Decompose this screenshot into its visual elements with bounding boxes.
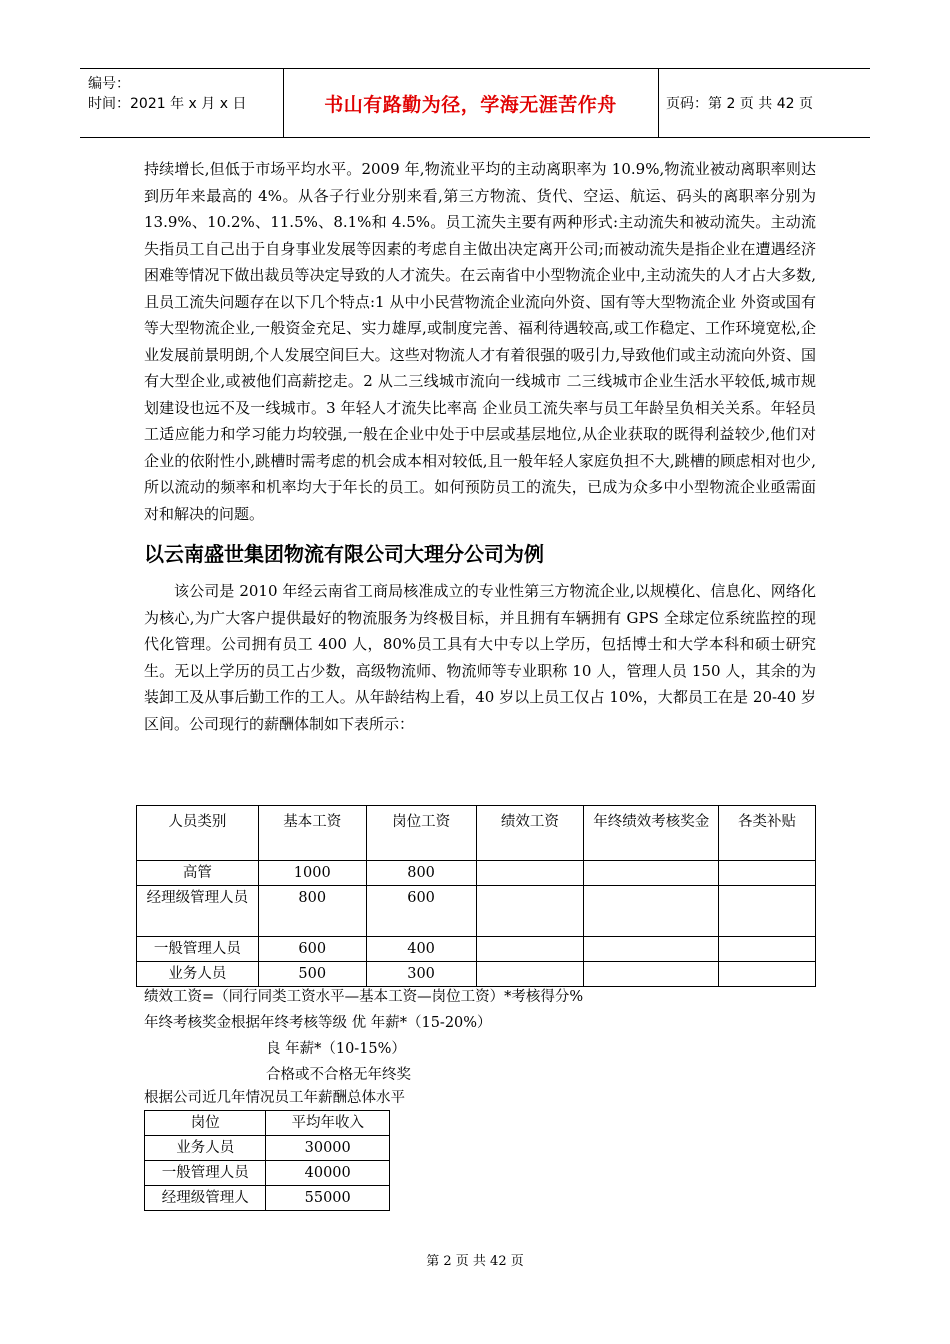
table-cell: 一般管理人员 <box>137 937 259 962</box>
table-cell: 30000 <box>266 1136 390 1161</box>
table-cell: 600 <box>366 886 476 937</box>
income-intro: 根据公司近几年情况员工年薪酬总体水平 <box>144 1090 405 1106</box>
paragraph-2: 该公司是 2010 年经云南省工商局核准成立的专业性第三方物流企业,以规模化、信息化、网络化为核心,为广大客户提供最好的物流服务为终极目标，并且拥有车辆拥有 GPS 全球定位系统监控的现代化管理。公司拥有员工 400 人，80%员工具有大中专以上学历，包括博士和大学本科和硕士研究生。无以上学历的员工占少数，高级物流师、物流师等专业职称 10 人，管理人员 150 人，其余的为装卸工及从事后勤工作的工人。从年龄结构上看，40 岁以上员工仅占 10%，大都员工在是 20-40 岁区间。公司现行的薪酬体制如下表所示： <box>144 582 816 733</box>
page-footer: 第 2 页 共 42 页 <box>426 1254 524 1269</box>
table-row <box>145 1186 390 1211</box>
table-cell: 600 <box>258 937 366 962</box>
performance-formula: 绩效工资=（同行同类工资水平—基本工资—岗位工资）*考核得分% <box>144 989 584 1005</box>
col-header: 人员类别 <box>137 806 259 861</box>
table-cell <box>476 886 584 937</box>
col-header: 岗位工资 <box>366 806 476 861</box>
table-row <box>137 886 816 937</box>
table-row <box>145 1136 390 1161</box>
table-cell <box>476 962 584 987</box>
motto: 书山有路勤为径，学海无涯苦作舟 <box>324 93 617 116</box>
table-row <box>137 937 816 962</box>
table-cell <box>584 937 719 962</box>
table-cell <box>719 962 816 987</box>
table-cell <box>476 861 584 886</box>
table-cell: 500 <box>258 962 366 987</box>
table-cell <box>584 886 719 937</box>
table-cell <box>476 937 584 962</box>
salary-table-header <box>137 806 816 861</box>
table-cell: 800 <box>366 861 476 886</box>
header-meta <box>80 69 284 137</box>
table-cell: 业务人员 <box>145 1136 266 1161</box>
paragraph-1: 持续增长,但低于市场平均水平。2009 年,物流业平均的主动离职率为 10.9%,物流业被动离职率则达到历年来最高的 4%。从各子行业分别来看,第三方物流、货代、空运、航运、码头的离职率分别为 13.9%、10.2%、11.5%、8.1%和 4.5%。员工流失主要有两种形式:主动流失和被动流失。主动流失指员工自己出于自身事业发展等因素的考虑自主做出决定离开公司;而被动流失是指企业在遭遇经济困难等情况下做出裁员等决定导致的人才流失。在云南省中小型物流企业中,主动流失的人才占大多数,且员工流失问题存在以下几个特点:1 从中小民营物流企业流向外资、国有等大型物流企业 外资或国有等大型物流企业,一般资金充足、实力雄厚,或制度完善、福利待遇较高,或工作稳定、工作环境宽松,企业发展前景明朗,个人发展空间巨大。这些对物流人才有着很强的吸引力,导致他们或主动流向外资、国有大型企业,或被他们高薪挖走。2 从二三线城市流向一线城市 二三线城市企业生活水平较低,城市规划建设也远不及一线城市。3 年轻人才流失比率高 企业员工流失率与员工年龄呈负相关关系。年轻员工适应能力和学习能力均较强,一般在企业中处于中层或基层地位,从企业获取的既得利益较少,他们对企业的依附性小,跳槽时需考虑的机会成本相对较低,且一般年轻人家庭负担不大,跳槽的顾虑相对也少,所以流动的频率和机率均大于年长的员工。如何预防员工的流失，已成为众多中小型物流企业亟需面对和解决的问题。 <box>144 160 816 523</box>
table-cell: 高管 <box>137 861 259 886</box>
bonus-good: 良 年薪*（10-15%） <box>266 1041 406 1057</box>
bonus-pass: 合格或不合格无年终奖 <box>266 1067 411 1083</box>
table-cell: 经理级管理人 <box>145 1186 266 1211</box>
table-row <box>145 1161 390 1186</box>
header-page-info: 页码：第 2 页 共 42 页 <box>666 96 813 112</box>
income-table-header <box>145 1111 390 1136</box>
date-line: 时间：2021 年 x 月 x 日 <box>88 96 247 112</box>
table-cell <box>584 962 719 987</box>
table-cell <box>584 861 719 886</box>
income-table <box>144 1110 390 1211</box>
section-heading: 以云南盛世集团物流有限公司大理分公司为例 <box>144 542 544 566</box>
table-cell: 40000 <box>266 1161 390 1186</box>
col-header: 各类补贴 <box>719 806 816 861</box>
col-header: 平均年收入 <box>266 1111 390 1136</box>
table-row <box>137 962 816 987</box>
table-row <box>137 861 816 886</box>
salary-table <box>136 805 816 987</box>
table-cell: 1000 <box>258 861 366 886</box>
table-cell: 400 <box>366 937 476 962</box>
table-cell: 300 <box>366 962 476 987</box>
table-cell: 一般管理人员 <box>145 1161 266 1186</box>
table-cell: 业务人员 <box>137 962 259 987</box>
page-header <box>80 68 870 138</box>
col-header: 基本工资 <box>258 806 366 861</box>
col-header: 绩效工资 <box>476 806 584 861</box>
table-cell: 55000 <box>266 1186 390 1211</box>
table-cell <box>719 937 816 962</box>
table-cell <box>719 886 816 937</box>
table-cell: 经理级管理人员 <box>137 886 259 937</box>
bonus-excellent: 年终考核奖金根据年终考核等级 优 年薪*（15-20%） <box>144 1015 492 1031</box>
col-header: 年终绩效考核奖金 <box>584 806 719 861</box>
table-cell: 800 <box>258 886 366 937</box>
header-motto-cell <box>283 69 659 137</box>
table-cell <box>719 861 816 886</box>
doc-number-label: 编号： <box>88 76 130 92</box>
col-header: 岗位 <box>145 1111 266 1136</box>
